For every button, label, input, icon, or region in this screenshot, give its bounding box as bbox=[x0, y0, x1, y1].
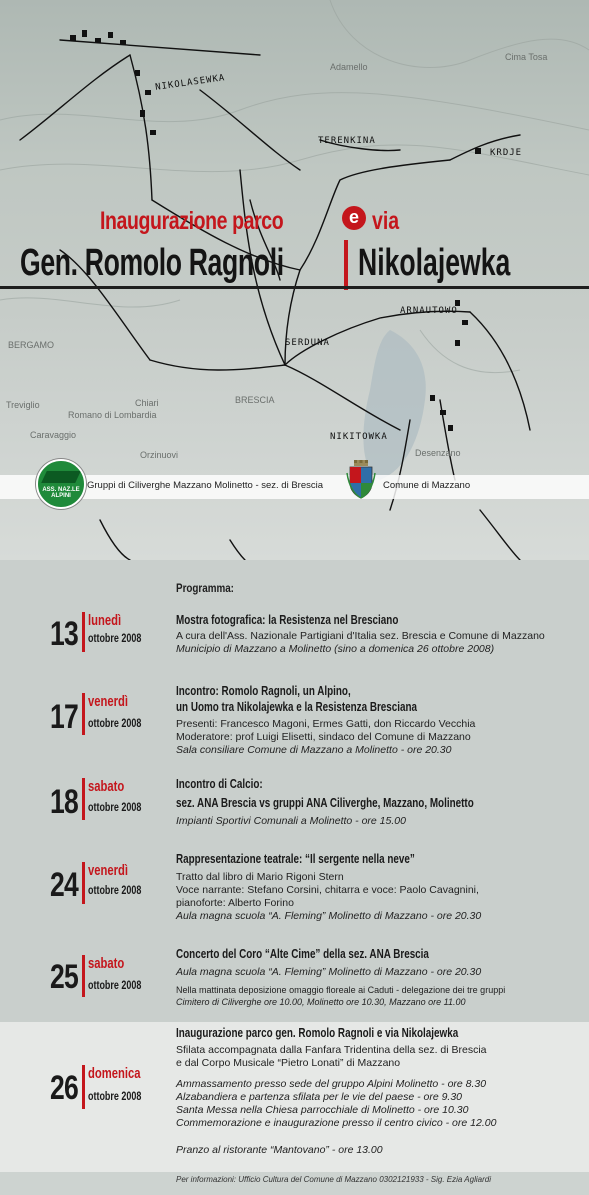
alpini-logo bbox=[36, 459, 86, 509]
event-detail: Presenti: Francesco Magoni, Ermes Gatti, don Riccardo Vecchia bbox=[176, 718, 476, 730]
event-day-number: 17 bbox=[50, 698, 78, 736]
geo-label-brescia: BRESCIA bbox=[235, 395, 275, 405]
title-line-2-right: Nikolajewka bbox=[358, 242, 511, 284]
event-day-number: 26 bbox=[50, 1069, 78, 1107]
title-separator bbox=[344, 240, 348, 290]
event-weekday: sabato bbox=[88, 955, 125, 972]
event-weekday: domenica bbox=[88, 1065, 141, 1082]
event-title: Inaugurazione parco gen. Romolo Ragnoli e via Nikolajewka bbox=[176, 1025, 459, 1040]
sponsor-comune: Comune di Mazzano bbox=[383, 480, 471, 491]
event-title: Incontro: Romolo Ragnoli, un Alpino, bbox=[176, 683, 351, 698]
event-detail-times: Cimitero di Ciliverghe ore 10.00, Molinetto ore 10.30, Mazzano ore 11.00 bbox=[176, 997, 466, 1007]
event-date-bar bbox=[82, 862, 85, 904]
event-month: ottobre 2008 bbox=[88, 718, 142, 730]
event-detail: Nella mattinata deposizione omaggio floreale ai Caduti - delegazione dei tre gruppi bbox=[176, 985, 506, 995]
title-underline bbox=[0, 286, 589, 289]
map-label-nikitowka: NIKITOWKA bbox=[330, 432, 388, 442]
title-line-1: Inaugurazione parco bbox=[100, 207, 284, 235]
event-month: ottobre 2008 bbox=[88, 633, 142, 645]
title-line-1-right: via bbox=[372, 207, 400, 235]
geo-label-cima-tosa: Cima Tosa bbox=[505, 52, 548, 62]
event-location: Municipio di Mazzano a Molinetto (sino a domenica 26 ottobre 2008) bbox=[176, 643, 495, 655]
event-lunch: Pranzo al ristorante “Mantovano” - ore 13.00 bbox=[176, 1144, 383, 1156]
event-schedule-item: Commemorazione e inaugurazione presso il centro civico - ore 12.00 bbox=[176, 1117, 497, 1129]
event-location: Aula magna scuola “A. Fleming” Molinetto di Mazzano - ore 20.30 bbox=[176, 966, 482, 978]
event-day-number: 13 bbox=[50, 615, 78, 653]
event-title: Rappresentazione teatrale: “Il sergente nella neve” bbox=[176, 851, 415, 866]
event-day-number: 24 bbox=[50, 866, 78, 904]
event-title: Concerto del Coro “Alte Cime” della sez. ANA Brescia bbox=[176, 946, 429, 961]
event-detail: Sfilata accompagnata dalla Fanfara Tridentina della sez. di Brescia bbox=[176, 1044, 487, 1056]
map-label-serduna: SERDUNA bbox=[285, 338, 330, 348]
event-location: Aula magna scuola “A. Fleming” Molinetto di Mazzano - ore 20.30 bbox=[176, 910, 482, 922]
geo-label-orzinuovi: Orzinuovi bbox=[140, 450, 179, 460]
event-title: Mostra fotografica: la Resistenza nel Bresciano bbox=[176, 612, 399, 627]
geo-label-romano: Romano di Lombardia bbox=[68, 410, 157, 420]
event-weekday: lunedì bbox=[88, 612, 122, 629]
event-date-bar bbox=[82, 693, 85, 735]
title-line-2-left: Gen. Romolo Ragnoli bbox=[20, 242, 284, 284]
event-date-bar bbox=[82, 955, 85, 997]
event-detail: pianoforte: Alberto Forino bbox=[176, 897, 294, 909]
event-location: Impianti Sportivi Comunali a Molinetto - ore 15.00 bbox=[176, 815, 406, 827]
event-weekday: venerdì bbox=[88, 693, 129, 710]
event-title: Incontro di Calcio: bbox=[176, 776, 263, 791]
alpini-logo-text: ASS. NAZ.LE ALPINI bbox=[42, 487, 80, 499]
event-detail: Tratto dal libro di Mario Rigoni Stern bbox=[176, 871, 344, 883]
event-schedule-item: Alzabandiera e partenza sfilata per le vie del paese - ore 9.30 bbox=[176, 1091, 463, 1103]
event-date-bar bbox=[82, 1065, 85, 1109]
geo-label-desenzano: Desenzano bbox=[415, 448, 461, 458]
event-title-line-2: un Uomo tra Nikolajewka e la Resistenza Bresciana bbox=[176, 699, 418, 714]
sponsor-groups: Gruppi di Ciliverghe Mazzano Molinetto - sez. di Brescia bbox=[87, 480, 324, 491]
event-weekday: sabato bbox=[88, 778, 125, 795]
geo-label-chiari: Chiari bbox=[135, 398, 159, 408]
title-conjunction-badge: e bbox=[342, 206, 366, 230]
map-label-nikolasewka: NIKOLASEWKA bbox=[154, 73, 226, 93]
event-month: ottobre 2008 bbox=[88, 802, 142, 814]
comune-crest-icon bbox=[346, 459, 376, 499]
event-month: ottobre 2008 bbox=[88, 980, 142, 992]
event-location: Sala consiliare Comune di Mazzano a Molinetto - ore 20.30 bbox=[176, 744, 452, 756]
event-day-number: 18 bbox=[50, 783, 78, 821]
event-detail: Moderatore: prof Luigi Elisetti, sindaco del Comune di Mazzano bbox=[176, 731, 471, 743]
event-date-bar bbox=[82, 612, 85, 652]
event-month: ottobre 2008 bbox=[88, 1091, 142, 1103]
event-detail: e dal Corpo Musicale “Pietro Lonati” di Mazzano bbox=[176, 1057, 401, 1069]
event-detail: A cura dell'Ass. Nazionale Partigiani d'Italia sez. Brescia e Comune di Mazzano bbox=[176, 630, 545, 642]
eagle-wing-icon bbox=[41, 471, 81, 483]
map-label-terenkina: TERENKINA bbox=[318, 136, 376, 146]
event-date-bar bbox=[82, 778, 85, 820]
program-heading: Programma: bbox=[176, 581, 234, 595]
geo-label-treviglio: Treviglio bbox=[6, 400, 40, 410]
geo-label-adamello: Adamello bbox=[330, 62, 368, 72]
event-day-number: 25 bbox=[50, 958, 78, 996]
footer-info: Per informazioni: Ufficio Cultura del Comune di Mazzano 0302121933 - Sig. Ezia Agliardi bbox=[176, 1175, 491, 1184]
event-schedule-item: Ammassamento presso sede del gruppo Alpini Molinetto - ore 8.30 bbox=[176, 1078, 487, 1090]
event-weekday: venerdì bbox=[88, 862, 129, 879]
event-schedule-item: Santa Messa nella Chiesa parrocchiale di Molinetto - ore 10.30 bbox=[176, 1104, 469, 1116]
map-label-arnautowo: ARNAUTOWO bbox=[400, 306, 458, 316]
geo-label-caravaggio: Caravaggio bbox=[30, 430, 77, 440]
map-label-krdje: KRDJE bbox=[490, 148, 523, 158]
geo-label-bergamo: BERGAMO bbox=[8, 340, 55, 350]
event-title-line-2: sez. ANA Brescia vs gruppi ANA Ciliverghe, Mazzano, Molinetto bbox=[176, 795, 474, 810]
event-month: ottobre 2008 bbox=[88, 885, 142, 897]
event-detail: Voce narrante: Stefano Corsini, chitarra e voce: Paolo Cavagnini, bbox=[176, 884, 479, 896]
